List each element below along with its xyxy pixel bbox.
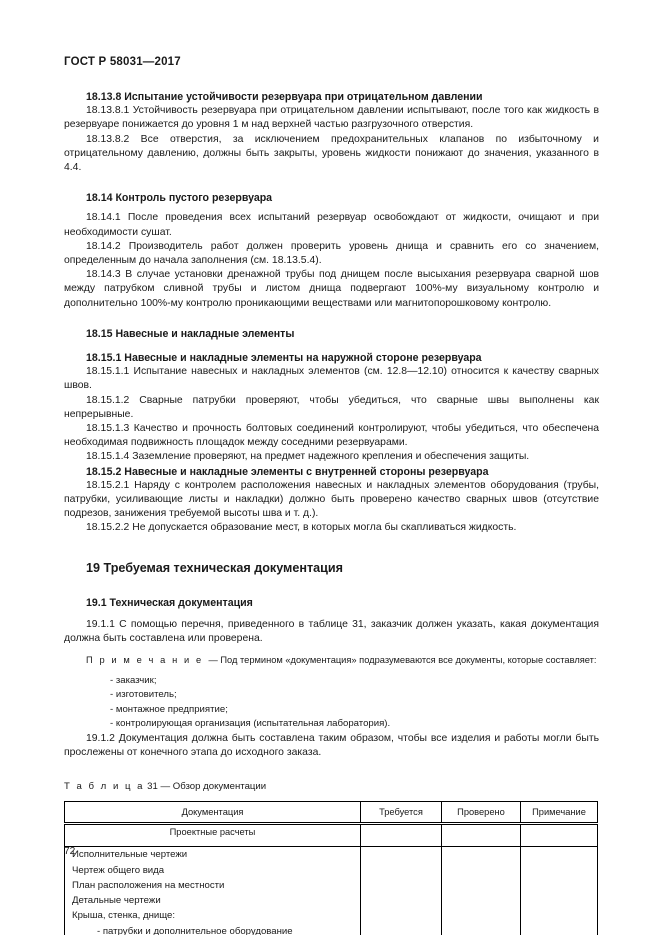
- heading-19-1: 19.1 Техническая документация: [86, 596, 253, 609]
- list-item: - заказчик;: [110, 674, 157, 686]
- paragraph-18-13-8-2: 18.13.8.2 Все отверстия, за исключением предохранительных клапанов по избыточному и отрицательному давлению, должны быть закрыты, уровень жидкости понижают до значения, указанного в 4.4.: [64, 133, 599, 174]
- table-row-group: [65, 824, 598, 847]
- column-header-required: Требуется: [361, 802, 442, 824]
- paragraph-18-14-1: 18.14.1 После проведения всех испытаний резервуар освобождают от жидкости, очищают и при необходимости сушат.: [64, 212, 599, 238]
- doc-line: Крыша, стенка, днище:: [72, 910, 176, 922]
- heading-19: 19 Требуемая техническая документация: [86, 560, 343, 575]
- note-text: Под термином «документация» подразумеваются все документы, которые составляет:: [220, 655, 597, 666]
- heading-18-15-2: 18.15.2 Навесные и накладные элементы с внутренней стороны резервуара: [86, 465, 489, 478]
- paragraph-19-1-2: 19.1.2 Документация должна быть составлена таким образом, чтобы все изделия и работы могли быть прослежены от конечного этапа до исходного заказа.: [64, 732, 599, 758]
- page-number: 72: [64, 846, 76, 857]
- paragraph-18-15-1-1: 18.15.1.1 Испытание навесных и накладных элементов (см. 12.8—12.10) относится к качеству сварных швов.: [64, 366, 599, 392]
- spacer: [64, 341, 599, 351]
- paragraph-18-15-1-2: 18.15.1.2 Сварные патрубки проверяют, чтобы убедиться, что сварные швы выполнены как непрерывные.: [64, 394, 599, 420]
- doc-line: Детальные чертежи: [72, 895, 161, 907]
- cell-documentation-list: [65, 847, 361, 935]
- note-label: П р и м е ч а н и е: [86, 655, 204, 666]
- table-head: [65, 802, 598, 824]
- doc-line: Исполнительные чертежи: [72, 849, 188, 861]
- doc-line: План расположения на местности: [72, 879, 225, 891]
- heading-18-14: 18.14 Контроль пустого резервуара: [86, 192, 273, 205]
- cell-checked[interactable]: [442, 847, 521, 935]
- paragraph-18-15-2-2: 18.15.2.2 Не допускается образование мест, в которых могла бы скапливаться жидкость.: [86, 522, 517, 534]
- paragraph-18-14-2: 18.14.2 Производитель работ должен проверить уровень днища и сравнить его со значением, определенным до начала заполнения (см. 18.13.5.4).: [64, 240, 599, 267]
- table-caption-label: Т а б л и ц а: [64, 781, 145, 793]
- running-header: ГОСТ Р 58031—2017: [64, 56, 181, 68]
- cell-remark[interactable]: [521, 847, 598, 935]
- spacer: [64, 576, 599, 596]
- cell-required[interactable]: [361, 847, 442, 935]
- list-item: - изготовитель;: [110, 689, 177, 701]
- table-caption-dash: —: [160, 781, 171, 793]
- column-header-documentation: Документация: [65, 802, 361, 824]
- heading-18-15-1: 18.15.1 Навесные и накладные элементы на наружной стороне резервуара: [86, 352, 482, 365]
- table-caption-number: 31: [147, 781, 158, 793]
- spacer: [64, 760, 599, 780]
- paragraph-19-1-1: 19.1.1 С помощью перечня, приведенного в таблице 31, заказчик должен указать, какая документация должна быть составлена или проверена.: [64, 618, 599, 645]
- table-caption: [64, 780, 599, 794]
- table-body: [65, 824, 598, 935]
- paragraph-18-14-3: 18.14.3 В случае установки дренажной трубы под днищем после высыхания резервуара сварной шов между патрубком сливной трубы и листом днища подвергают 100%-му визуальному контролю и дополнительно 100%-му контролю проникающими веществами или магнитопорошковому контролю.: [64, 269, 599, 309]
- paragraph-18-15-1-3: 18.15.1.3 Качество и прочность болтовых соединений контролируют, чтобы убедиться, что обеспечена необходимая подвижность площадок между соседними резервуарами.: [64, 423, 599, 449]
- cell-required[interactable]: [361, 824, 442, 847]
- column-header-remark: Примечание: [521, 802, 598, 824]
- heading-18-15: 18.15 Навесные и накладные элементы: [86, 327, 295, 340]
- spacer: [64, 536, 599, 560]
- table-caption-title: Обзор документации: [172, 781, 267, 793]
- column-header-checked: Проверено: [442, 802, 521, 824]
- note-block: [64, 654, 599, 668]
- doc-line: Чертеж общего вида: [72, 864, 165, 876]
- spacer: [64, 175, 599, 191]
- spacer: [64, 610, 599, 618]
- paragraph-18-13-8-1: 18.13.8.1 Устойчивость резервуара при отрицательном давлении испытывают, после того как жидкость в резервуаре понижается до уровня 1 м над верхней частью разгрузочного отверстия.: [64, 105, 599, 131]
- note-item-list: [64, 674, 599, 732]
- doc-line-sub: - патрубки и дополнительное оборудование: [97, 925, 293, 935]
- spacer: [64, 646, 599, 654]
- list-item: - контролирующая организация (испытательная лаборатория).: [110, 718, 391, 730]
- cell-remark[interactable]: [521, 824, 598, 847]
- cell-group-title: Проектные расчеты: [65, 824, 361, 847]
- heading-18-13-8: 18.13.8 Испытание устойчивости резервуара при отрицательном давлении: [86, 91, 483, 103]
- paragraph-18-15-2-1: 18.15.2.1 Наряду с контролем расположения навесных и накладных элементов оборудования (трубы, патрубки, усиливающие листы и накладки) должно быть проверено качество сварных швов (отсутствие подрезов, занижения требуемой высоты шва и т. д.).: [64, 479, 599, 520]
- table-header-row: [65, 802, 598, 824]
- paragraph-18-15-1-4: 18.15.1.4 Заземление проверяют, на предмет надежного крепления и обеспечения защиты.: [86, 451, 530, 463]
- table-row: [65, 847, 598, 935]
- documentation-overview-table: [64, 801, 598, 935]
- note-dash: —: [208, 655, 218, 666]
- list-item: - монтажное предприятие;: [110, 703, 228, 715]
- page-body: [64, 90, 599, 935]
- spacer: [64, 311, 599, 327]
- cell-checked[interactable]: [442, 824, 521, 847]
